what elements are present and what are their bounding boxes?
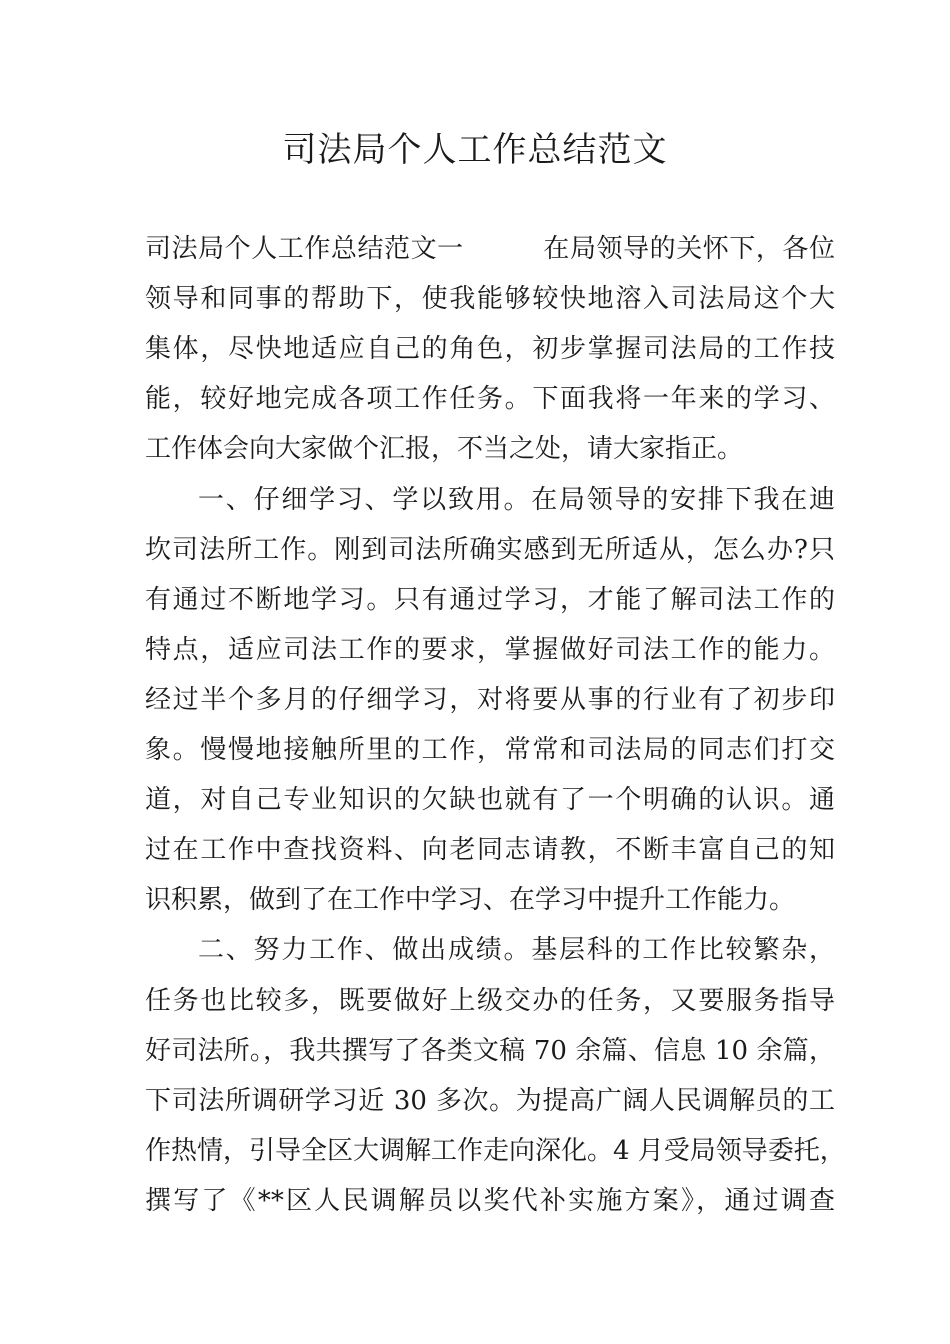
body-line: 撰写了《**区人民调解员以奖代补实施方案》，通过调查: [145, 1186, 835, 1216]
body-line: 领导和同事的帮助下，使我能够较快地溶入司法局这个大: [145, 284, 835, 314]
body-line: 识积累，做到了在工作中学习、在学习中提升工作能力。: [145, 885, 796, 915]
body-line: 象。慢慢地接触所里的工作，常常和司法局的同志们打交: [145, 735, 835, 765]
body-line: 一、仔细学习、学以致用。在局领导的安排下我在迪: [198, 485, 835, 515]
body-line: 好司法所。，我共撰写了各类文稿 70 余篇、信息 10 余篇，: [145, 1036, 835, 1066]
body-line: 下司法所调研学习近 30 多次。为提高广阔人民调解员的工: [145, 1086, 835, 1116]
body-line: 二、努力工作、做出成绩。基层科的工作比较繁杂，: [198, 935, 835, 965]
body-line: 能，较好地完成各项工作任务。下面我将一年来的学习、: [145, 384, 835, 414]
body-line: 特点，适应司法工作的要求，掌握做好司法工作的能力。: [145, 635, 835, 665]
document-title: 司法局个人工作总结范文: [282, 130, 668, 170]
body-line: 过在工作中查找资料、向老同志请教，不断丰富自己的知: [145, 835, 835, 865]
body-line: 任务也比较多，既要做好上级交办的任务，又要服务指导: [145, 986, 835, 1016]
body-line: 司法局个人工作总结范文一 在局领导的关怀下，各位: [145, 234, 835, 264]
body-line: 坎司法所工作。刚到司法所确实感到无所适从，怎么办?只: [145, 535, 835, 565]
body-line: 有通过不断地学习。只有通过学习，才能了解司法工作的: [145, 585, 835, 615]
body-line: 道，对自己专业知识的欠缺也就有了一个明确的认识。通: [145, 785, 835, 815]
body-line: 经过半个多月的仔细学习，对将要从事的行业有了初步印: [145, 685, 835, 715]
body-line: 作热情，引导全区大调解工作走向深化。4 月受局领导委托，: [145, 1136, 846, 1166]
body-line: 集体，尽快地适应自己的角色，初步掌握司法局的工作技: [145, 334, 835, 364]
body-line: 工作体会向大家做个汇报，不当之处，请大家指正。: [145, 434, 744, 464]
